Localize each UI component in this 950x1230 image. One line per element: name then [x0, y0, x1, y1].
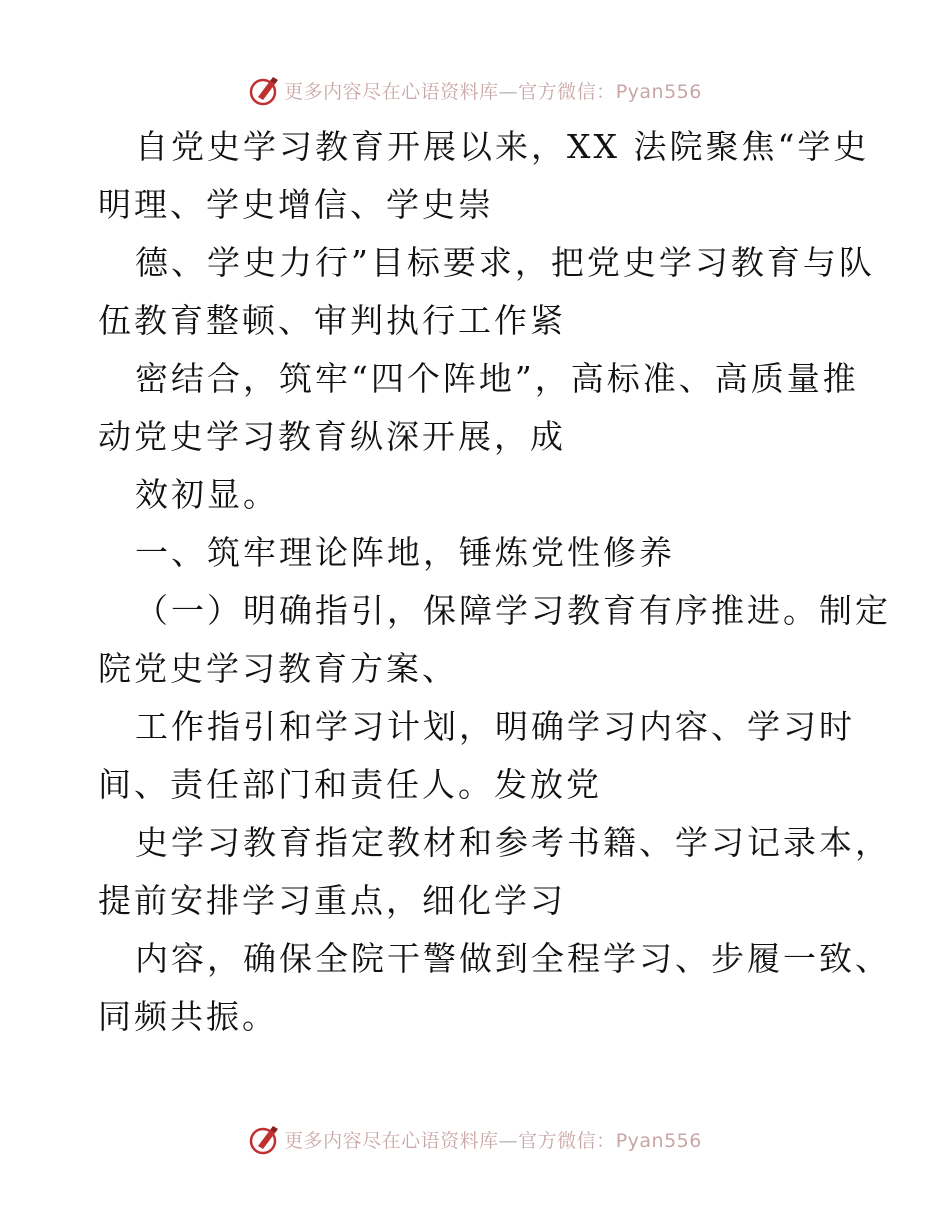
watermark-contact-label: 官方微信：	[518, 80, 616, 103]
watermark-text	[284, 1126, 702, 1153]
header-watermark	[0, 73, 950, 107]
text-line: 同频共振。	[98, 997, 278, 1036]
text-line: 明理、学史增信、学史崇	[98, 185, 494, 224]
watermark-site-text: 更多内容尽在心语资料库	[284, 1129, 499, 1152]
section-heading: 一、筑牢理论阵地，锤炼党性修养	[135, 533, 675, 572]
text-line: 伍教育整顿、审判执行工作紧	[98, 301, 566, 340]
pen-nib-icon	[248, 73, 282, 107]
watermark-site-text: 更多内容尽在心语资料库	[284, 80, 499, 103]
watermark-separator: —	[498, 80, 519, 103]
text-line: 德、学史力行”目标要求，把党史学习教育与队	[135, 243, 875, 282]
text-line: 院党史学习教育方案、	[98, 649, 458, 688]
text-line: 间、责任部门和责任人。发放党	[98, 765, 602, 804]
text-line: 密结合，筑牢“四个阵地”，高标准、高质量推	[135, 359, 859, 398]
watermark-contact-id: Pyan556	[615, 1129, 702, 1152]
text-line: 提前安排学习重点，细化学习	[98, 881, 566, 920]
watermark-separator: —	[498, 1129, 519, 1152]
footer-watermark	[0, 1122, 950, 1156]
pen-nib-icon	[248, 1122, 282, 1156]
watermark-contact-label: 官方微信：	[518, 1129, 616, 1152]
text-line: 工作指引和学习计划，明确学习内容、学习时	[135, 707, 855, 746]
text-line: 自党史学习教育开展以来，XX 法院聚焦“学史	[135, 127, 870, 166]
watermark-contact-id: Pyan556	[615, 80, 702, 103]
text-line: 动党史学习教育纵深开展，成	[98, 417, 566, 456]
text-line: 效初显。	[135, 475, 279, 514]
document-body	[98, 118, 891, 1046]
text-line: 内容，确保全院干警做到全程学习、步履一致、	[135, 939, 891, 978]
text-line: （一）明确指引，保障学习教育有序推进。制定	[135, 591, 891, 630]
text-line: 史学习教育指定教材和参考书籍、学习记录本，	[135, 823, 891, 862]
watermark-text	[284, 77, 702, 104]
